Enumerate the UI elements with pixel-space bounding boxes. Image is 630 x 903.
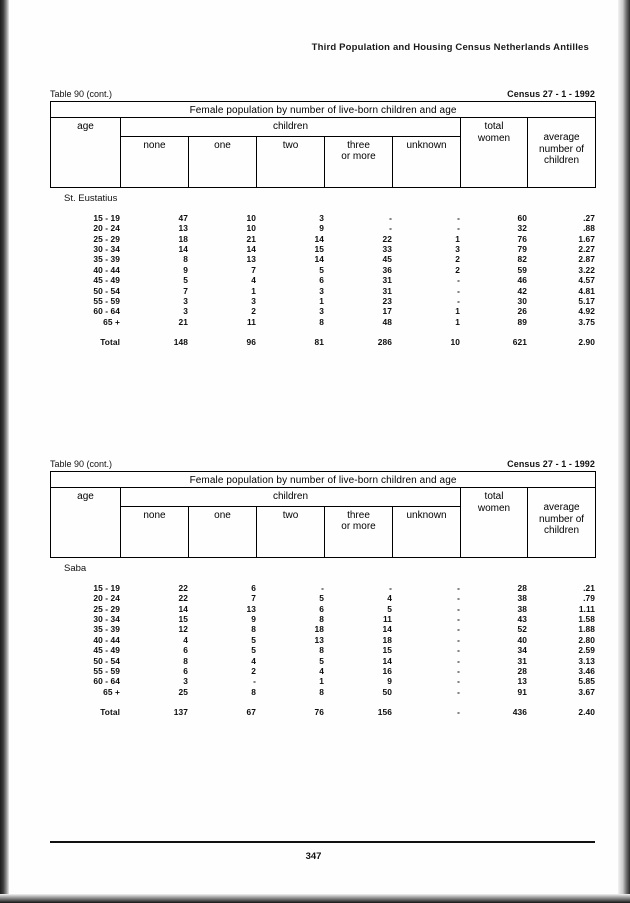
column-header-three-or-more xyxy=(325,506,393,557)
cell-age: 50 - 54 xyxy=(93,655,120,666)
cell-none: 7 xyxy=(183,285,188,296)
cell-average-children: 4.81 xyxy=(578,285,595,296)
cell-average-children: 2.27 xyxy=(578,244,595,255)
cell-total-women: 38 xyxy=(517,593,527,604)
cell-two: 3 xyxy=(319,306,324,317)
cell-age: 60 - 64 xyxy=(93,306,120,317)
cell-total-women: 30 xyxy=(517,296,527,307)
cell-total-women: 60 xyxy=(517,212,527,223)
cell-one: 7 xyxy=(251,593,256,604)
column-group-header-children: children xyxy=(121,487,461,506)
cell-none: 14 xyxy=(178,244,188,255)
table-row xyxy=(50,296,595,306)
cell-total-women: 40 xyxy=(517,634,527,645)
total-women-line1: total xyxy=(484,120,504,132)
table-row xyxy=(50,254,595,264)
cell-average-children: 4.92 xyxy=(578,306,595,317)
cell-one: 5 xyxy=(251,634,256,645)
cell-one: 11 xyxy=(246,316,256,327)
table-caption-line xyxy=(50,459,595,471)
cell-three-or-more: 15 xyxy=(382,645,392,656)
cell-three-or-more: 31 xyxy=(382,275,392,286)
cell-one: 2 xyxy=(251,666,256,677)
cell-three-or-more: - xyxy=(389,582,392,593)
cell-unknown: - xyxy=(457,624,460,635)
cell-none: 137 xyxy=(173,707,188,718)
cell-none: 3 xyxy=(183,306,188,317)
cell-three-or-more: 16 xyxy=(382,666,392,677)
table-row xyxy=(50,213,595,223)
cell-average-children: 5.85 xyxy=(578,676,595,687)
cell-average-children: .21 xyxy=(583,582,595,593)
cell-total-women: 52 xyxy=(517,624,527,635)
cell-total-women: 42 xyxy=(517,285,527,296)
cell-one: 8 xyxy=(251,624,256,635)
table-row xyxy=(50,317,595,327)
cell-unknown: - xyxy=(457,603,460,614)
cell-average-children: 2.90 xyxy=(578,337,595,348)
cell-average-children: 1.67 xyxy=(578,233,595,244)
cell-three-or-more: 14 xyxy=(382,655,392,666)
column-header-average-children xyxy=(528,487,596,557)
cell-three-or-more: 14 xyxy=(382,624,392,635)
cell-none: 8 xyxy=(183,254,188,265)
cell-unknown: 3 xyxy=(455,244,460,255)
cell-two: 3 xyxy=(319,212,324,223)
cell-three-or-more: 50 xyxy=(382,686,392,697)
table-row xyxy=(50,275,595,285)
total-women-line1: total xyxy=(484,490,504,502)
cell-three-or-more: 18 xyxy=(382,634,392,645)
table-label: Table 90 (cont.) xyxy=(50,89,113,99)
table-row xyxy=(50,583,595,593)
cell-age: Total xyxy=(100,707,120,718)
cell-three-or-more: 286 xyxy=(377,337,392,348)
cell-three-or-more: 36 xyxy=(382,264,392,275)
average-line3: children xyxy=(544,525,580,537)
cell-two: 15 xyxy=(314,244,324,255)
cell-one: 4 xyxy=(251,275,256,286)
cell-three-or-more: 48 xyxy=(382,316,392,327)
column-header-two: two xyxy=(257,136,325,187)
cell-age: 65 + xyxy=(103,686,120,697)
cell-three-or-more: - xyxy=(389,223,392,234)
cell-two: 5 xyxy=(319,655,324,666)
page-number: 347 xyxy=(305,851,322,862)
cell-two: 18 xyxy=(314,624,324,635)
cell-unknown: - xyxy=(457,614,460,625)
cell-unknown: 2 xyxy=(455,254,460,265)
cell-none: 8 xyxy=(183,655,188,666)
cell-unknown: 2 xyxy=(455,264,460,275)
table-row xyxy=(50,234,595,244)
cell-total-women: 26 xyxy=(517,306,527,317)
cell-three-or-more: 31 xyxy=(382,285,392,296)
total-women-line2: women xyxy=(477,502,511,514)
table-row xyxy=(50,624,595,634)
island-label-st-eustatius: St. Eustatius xyxy=(64,192,118,204)
cell-average-children: 4.57 xyxy=(578,275,595,286)
table-row xyxy=(50,223,595,233)
cell-none: 14 xyxy=(178,603,188,614)
cell-unknown: - xyxy=(457,645,460,656)
cell-one: 8 xyxy=(251,686,256,697)
cell-age: 45 - 49 xyxy=(93,275,120,286)
cell-one: - xyxy=(253,676,256,687)
cell-age: 65 + xyxy=(103,316,120,327)
table-row xyxy=(50,614,595,624)
cell-one: 4 xyxy=(251,655,256,666)
table-total-row xyxy=(50,337,595,347)
cell-two: 6 xyxy=(319,603,324,614)
cell-three-or-more: 45 xyxy=(382,254,392,265)
cell-none: 47 xyxy=(178,212,188,223)
cell-total-women: 91 xyxy=(517,686,527,697)
cell-none: 13 xyxy=(178,223,188,234)
cell-unknown: - xyxy=(457,296,460,307)
cell-none: 148 xyxy=(173,337,188,348)
cell-three-or-more: 33 xyxy=(382,244,392,255)
cell-three-or-more: 17 xyxy=(382,306,392,317)
table-row xyxy=(50,676,595,686)
island-label-saba: Saba xyxy=(64,562,87,574)
cell-unknown: - xyxy=(457,593,460,604)
cell-unknown: - xyxy=(457,275,460,286)
cell-total-women: 59 xyxy=(517,264,527,275)
cell-age: 20 - 24 xyxy=(93,223,120,234)
cell-age: 30 - 34 xyxy=(93,244,120,255)
cell-total-women: 28 xyxy=(517,582,527,593)
cell-average-children: 1.88 xyxy=(578,624,595,635)
cell-total-women: 76 xyxy=(517,233,527,244)
cell-total-women: 38 xyxy=(517,603,527,614)
column-group-header-children: children xyxy=(121,117,461,136)
census-date-label: Census 27 - 1 - 1992 xyxy=(507,89,595,99)
cell-one: 1 xyxy=(251,285,256,296)
average-line1: average xyxy=(543,131,580,143)
cell-unknown: - xyxy=(457,285,460,296)
table-title-row xyxy=(51,472,596,488)
column-header-age: age xyxy=(51,117,121,187)
three-line1: three xyxy=(347,139,370,151)
cell-unknown: - xyxy=(457,676,460,687)
cell-age: 55 - 59 xyxy=(93,296,120,307)
table-row xyxy=(50,244,595,254)
scan-bottom-edge-artifact xyxy=(0,894,630,903)
table-header-grid xyxy=(50,101,596,188)
average-line1: average xyxy=(543,501,580,513)
table-label: Table 90 (cont.) xyxy=(50,459,113,469)
table-row xyxy=(50,265,595,275)
cell-three-or-more: 156 xyxy=(377,707,392,718)
cell-none: 6 xyxy=(183,645,188,656)
cell-age: 60 - 64 xyxy=(93,676,120,687)
cell-average-children: 3.22 xyxy=(578,264,595,275)
table-row xyxy=(50,645,595,655)
scan-left-edge-artifact xyxy=(0,0,9,903)
spacer-cell xyxy=(50,327,595,337)
cell-total-women: 82 xyxy=(517,254,527,265)
cell-two: 13 xyxy=(314,634,324,645)
column-header-total-women xyxy=(461,117,528,187)
row-spacer xyxy=(50,327,595,337)
average-line2: number of xyxy=(539,513,585,525)
cell-none: 9 xyxy=(183,264,188,275)
cell-age: 30 - 34 xyxy=(93,614,120,625)
cell-average-children: 2.59 xyxy=(578,645,595,656)
cell-total-women: 79 xyxy=(517,244,527,255)
column-header-unknown: unknown xyxy=(393,506,461,557)
cell-three-or-more: 9 xyxy=(387,676,392,687)
cell-total-women: 31 xyxy=(517,655,527,666)
cell-two: - xyxy=(321,582,324,593)
cell-total-women: 13 xyxy=(517,676,527,687)
cell-two: 8 xyxy=(319,645,324,656)
column-header-one: one xyxy=(189,136,257,187)
row-spacer xyxy=(50,697,595,707)
cell-two: 4 xyxy=(319,666,324,677)
cell-total-women: 34 xyxy=(517,645,527,656)
cell-average-children: 3.75 xyxy=(578,316,595,327)
cell-two: 14 xyxy=(314,254,324,265)
cell-two: 1 xyxy=(319,676,324,687)
table-row xyxy=(50,604,595,614)
cell-age: 50 - 54 xyxy=(93,285,120,296)
cell-three-or-more: 5 xyxy=(387,603,392,614)
census-date-label: Census 27 - 1 - 1992 xyxy=(507,459,595,469)
cell-two: 76 xyxy=(314,707,324,718)
cell-age: 40 - 44 xyxy=(93,264,120,275)
cell-two: 8 xyxy=(319,686,324,697)
group-header-row xyxy=(51,117,596,136)
column-header-one: one xyxy=(189,506,257,557)
cell-age: 25 - 29 xyxy=(93,603,120,614)
cell-one: 3 xyxy=(251,296,256,307)
cell-one: 5 xyxy=(251,645,256,656)
cell-age: 45 - 49 xyxy=(93,645,120,656)
cell-total-women: 46 xyxy=(517,275,527,286)
cell-none: 25 xyxy=(178,686,188,697)
table-data-saba xyxy=(50,583,595,718)
table-row xyxy=(50,306,595,316)
table-header-grid xyxy=(50,471,596,558)
cell-two: 14 xyxy=(314,233,324,244)
cell-two: 8 xyxy=(319,316,324,327)
cell-unknown: - xyxy=(457,212,460,223)
cell-average-children: 2.87 xyxy=(578,254,595,265)
cell-none: 6 xyxy=(183,666,188,677)
cell-none: 18 xyxy=(178,233,188,244)
column-header-average-children xyxy=(528,117,596,187)
column-header-three-or-more xyxy=(325,136,393,187)
cell-unknown: - xyxy=(457,582,460,593)
cell-unknown: - xyxy=(457,666,460,677)
cell-total-women: 32 xyxy=(517,223,527,234)
cell-none: 22 xyxy=(178,582,188,593)
cell-three-or-more: 4 xyxy=(387,593,392,604)
table-title-row xyxy=(51,102,596,118)
cell-age: 55 - 59 xyxy=(93,666,120,677)
cell-two: 5 xyxy=(319,593,324,604)
cell-age: 15 - 19 xyxy=(93,212,120,223)
cell-one: 7 xyxy=(251,264,256,275)
column-header-none: none xyxy=(121,136,189,187)
cell-one: 9 xyxy=(251,614,256,625)
cell-average-children: 1.11 xyxy=(578,603,595,614)
cell-two: 8 xyxy=(319,614,324,625)
cell-three-or-more: - xyxy=(389,212,392,223)
cell-average-children: .79 xyxy=(583,593,595,604)
three-line2: or more xyxy=(341,521,376,533)
table-row xyxy=(50,666,595,676)
cell-average-children: 3.13 xyxy=(578,655,595,666)
table-row xyxy=(50,593,595,603)
table-row xyxy=(50,687,595,697)
spacer-cell xyxy=(50,697,595,707)
group-header-row xyxy=(51,487,596,506)
cell-none: 21 xyxy=(178,316,188,327)
cell-none: 15 xyxy=(178,614,188,625)
cell-average-children: 2.40 xyxy=(578,707,595,718)
cell-average-children: 3.67 xyxy=(578,686,595,697)
cell-total-women: 621 xyxy=(512,337,527,348)
cell-none: 3 xyxy=(183,296,188,307)
column-header-unknown: unknown xyxy=(393,136,461,187)
cell-three-or-more: 22 xyxy=(382,233,392,244)
cell-average-children: 2.80 xyxy=(578,634,595,645)
cell-one: 2 xyxy=(251,306,256,317)
cell-one: 96 xyxy=(246,337,256,348)
cell-average-children: 3.46 xyxy=(578,666,595,677)
page-sheet xyxy=(9,0,618,894)
table-row xyxy=(50,635,595,645)
cell-total-women: 436 xyxy=(512,707,527,718)
column-header-total-women xyxy=(461,487,528,557)
cell-age: 40 - 44 xyxy=(93,634,120,645)
table-row xyxy=(50,286,595,296)
cell-two: 81 xyxy=(314,337,324,348)
cell-unknown: 1 xyxy=(455,233,460,244)
table-block-st-eustatius xyxy=(50,89,595,348)
average-line2: number of xyxy=(539,143,585,155)
total-women-line2: women xyxy=(477,132,511,144)
table-title: Female population by number of live-born children and age xyxy=(51,102,596,118)
cell-two: 9 xyxy=(319,223,324,234)
cell-age: 20 - 24 xyxy=(93,593,120,604)
cell-one: 67 xyxy=(246,707,256,718)
cell-two: 6 xyxy=(319,275,324,286)
cell-two: 1 xyxy=(319,296,324,307)
cell-total-women: 89 xyxy=(517,316,527,327)
cell-unknown: - xyxy=(457,655,460,666)
cell-none: 5 xyxy=(183,275,188,286)
cell-unknown: - xyxy=(457,634,460,645)
scan-right-edge-artifact xyxy=(618,0,630,903)
cell-age: 15 - 19 xyxy=(93,582,120,593)
cell-one: 21 xyxy=(246,233,256,244)
footer-rule xyxy=(50,841,595,843)
cell-none: 3 xyxy=(183,676,188,687)
cell-average-children: .88 xyxy=(583,223,595,234)
cell-age: Total xyxy=(100,337,120,348)
table-data-st-eustatius xyxy=(50,213,595,348)
average-line3: children xyxy=(544,155,580,167)
cell-one: 13 xyxy=(246,254,256,265)
cell-total-women: 43 xyxy=(517,614,527,625)
cell-total-women: 28 xyxy=(517,666,527,677)
running-head: Third Population and Housing Census Netherlands Antilles xyxy=(311,42,589,53)
cell-age: 35 - 39 xyxy=(93,624,120,635)
table-block-saba xyxy=(50,459,595,718)
column-header-none: none xyxy=(121,506,189,557)
cell-none: 4 xyxy=(183,634,188,645)
cell-average-children: 1.58 xyxy=(578,614,595,625)
cell-three-or-more: 23 xyxy=(382,296,392,307)
cell-unknown: - xyxy=(457,707,460,718)
three-line2: or more xyxy=(341,151,376,163)
cell-one: 13 xyxy=(246,603,256,614)
cell-none: 22 xyxy=(178,593,188,604)
cell-average-children: .27 xyxy=(583,212,595,223)
cell-none: 12 xyxy=(178,624,188,635)
cell-three-or-more: 11 xyxy=(382,614,392,625)
cell-two: 5 xyxy=(319,264,324,275)
table-caption-line xyxy=(50,89,595,101)
cell-unknown: 1 xyxy=(455,316,460,327)
column-header-two: two xyxy=(257,506,325,557)
cell-one: 10 xyxy=(246,223,256,234)
cell-two: 3 xyxy=(319,285,324,296)
cell-age: 35 - 39 xyxy=(93,254,120,265)
cell-unknown: 1 xyxy=(455,306,460,317)
cell-unknown: - xyxy=(457,686,460,697)
cell-unknown: 10 xyxy=(450,337,460,348)
three-line1: three xyxy=(347,509,370,521)
cell-age: 25 - 29 xyxy=(93,233,120,244)
table-total-row xyxy=(50,707,595,717)
cell-one: 6 xyxy=(251,582,256,593)
table-row xyxy=(50,656,595,666)
table-title: Female population by number of live-born children and age xyxy=(51,472,596,488)
cell-one: 10 xyxy=(246,212,256,223)
cell-unknown: - xyxy=(457,223,460,234)
column-header-age: age xyxy=(51,487,121,557)
cell-average-children: 5.17 xyxy=(578,296,595,307)
cell-one: 14 xyxy=(246,244,256,255)
